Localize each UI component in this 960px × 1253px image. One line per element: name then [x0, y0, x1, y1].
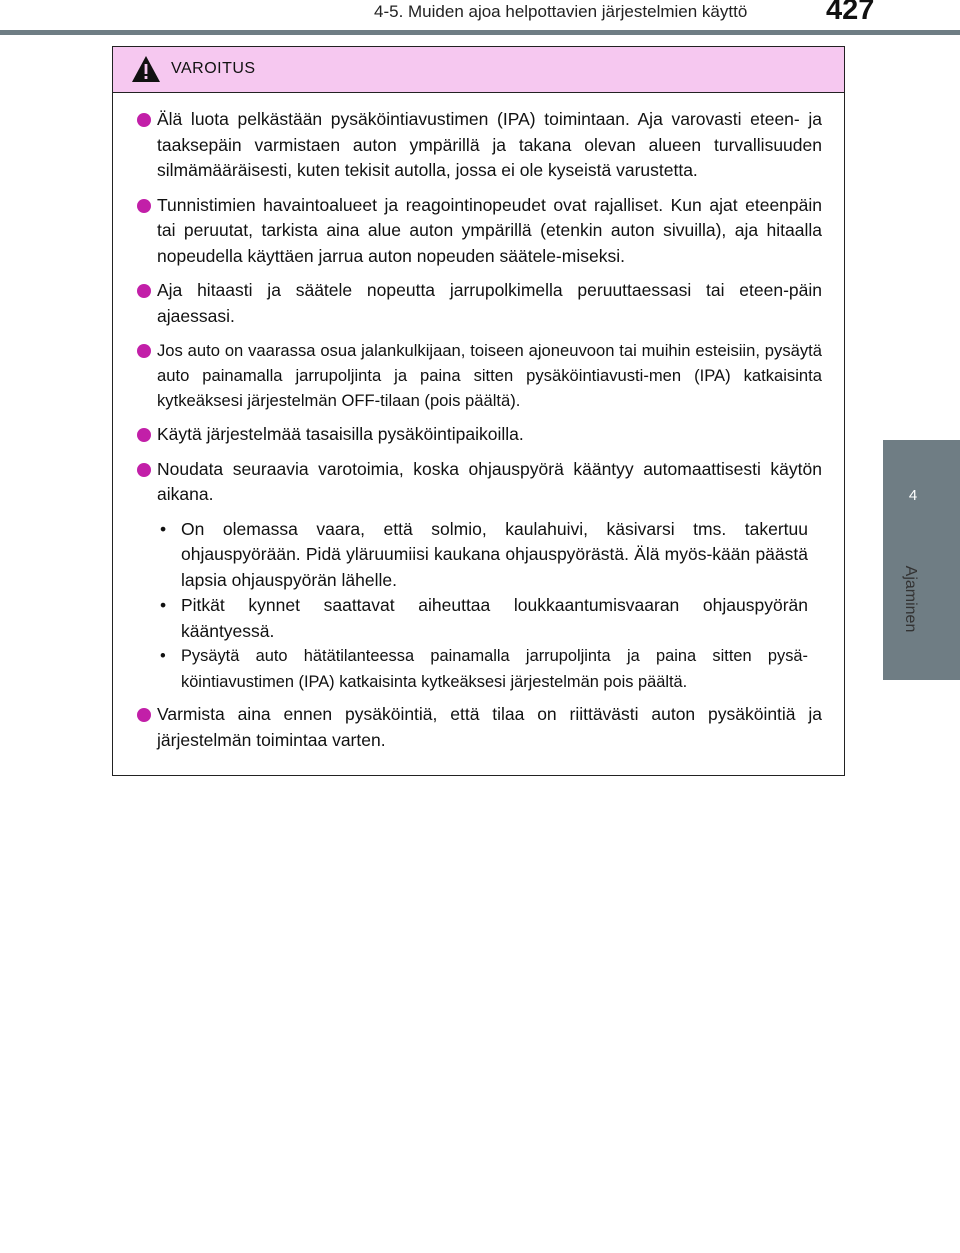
header-rule	[0, 30, 960, 35]
warning-triangle-icon	[131, 55, 161, 83]
sub-list-item	[157, 593, 808, 644]
warning-item	[137, 457, 822, 508]
sub-bullet: •	[160, 595, 167, 615]
sub-item-text: Pitkät kynnet saattavat aiheuttaa loukkaantumisvaaran ohjauspyörän kääntyessä.	[181, 595, 808, 641]
warning-item-text: Jos auto on vaarassa osua jalankulkijaan, toiseen ajoneuvoon tai muihin esteisiin, pysäytä auto painamalla jarrupoljinta ja paina sitten pysäköintiavusti-men (IPA) katkaisinta kytkeäksesi järjestelmän OFF-tilaan (pois päältä).	[157, 341, 822, 410]
bullet-dot-icon	[137, 708, 151, 722]
chapter-label: Ajaminen	[902, 565, 919, 633]
running-header: 4-5. Muiden ajoa helpottavien järjestelmien käyttö	[374, 2, 748, 21]
sub-list	[157, 517, 822, 696]
warning-item-text: Käytä järjestelmää tasaisilla pysäköintipaikoilla.	[157, 424, 524, 444]
warning-item-text: Aja hitaasti ja säätele nopeutta jarrupolkimella peruuttaessasi tai eteen-päin ajaessasi.	[157, 280, 822, 326]
bullet-dot-icon	[137, 344, 151, 358]
sub-item-text: Pysäytä auto hätätilanteessa painamalla jarrupoljinta ja paina sitten pysä-köintiavustimen (IPA) katkaisinta kytkeäksesi järjestelmän pois päältä.	[181, 647, 808, 691]
warning-item-text: Noudata seuraavia varotoimia, koska ohjauspyörä kääntyy automaattisesti käytön aikana.	[157, 458, 822, 504]
sub-bullet: •	[160, 647, 166, 665]
bullet-dot-icon	[137, 463, 151, 477]
warning-item	[137, 338, 822, 413]
warning-item-text: Varmista aina ennen pysäköintiä, että tilaa on riittävästi auton pysäköintiä ja järjestelmän toimintaa varten.	[157, 704, 822, 750]
warning-item	[137, 278, 822, 329]
sub-item-text: On olemassa vaara, että solmio, kaulahuivi, käsivarsi tms. takertuu ohjauspyörään. Pidä yläruumiisi kaukana ohjauspyörästä. Älä myös-kään päästä lapsia ohjauspyörän lähelle.	[181, 518, 808, 590]
warning-label: VAROITUS	[171, 60, 256, 77]
sub-list-item	[157, 644, 808, 695]
warning-item	[137, 107, 822, 184]
bullet-dot-icon	[137, 428, 151, 442]
warning-item	[137, 702, 822, 753]
warning-header	[113, 47, 844, 93]
warning-content	[113, 93, 844, 753]
sub-bullet: •	[160, 518, 167, 539]
bullet-dot-icon	[137, 284, 151, 298]
bullet-dot-icon	[137, 113, 151, 127]
sub-list-item	[157, 517, 808, 594]
chapter-tab	[883, 440, 960, 680]
bullet-dot-icon	[137, 199, 151, 213]
page-number: 427	[826, 0, 875, 26]
warning-item	[137, 422, 822, 448]
warning-box	[112, 46, 845, 776]
warning-item-text: Tunnistimien havaintoalueet ja reagointinopeudet ovat rajalliset. Kun ajat eteenpäin tai peruutat, tarkista aina alue auton ympärillä (etenkin auton sivuilla), aja hitaalla nopeudella käyttäen jarrua auton nopeuden säätele-miseksi.	[157, 194, 822, 266]
chapter-number: 4	[908, 487, 918, 504]
warning-item-text: Älä luota pelkästään pysäköintiavustimen (IPA) toimintaan. Aja varovasti eteen- ja taaksepäin varmistaen auton ympärillä ja takana olevan alueen turvallisuuden silmämääräisesti, kuten tekisit autolla, jossa ei ole kyseistä varustetta.	[157, 109, 822, 180]
warning-item	[137, 193, 822, 270]
